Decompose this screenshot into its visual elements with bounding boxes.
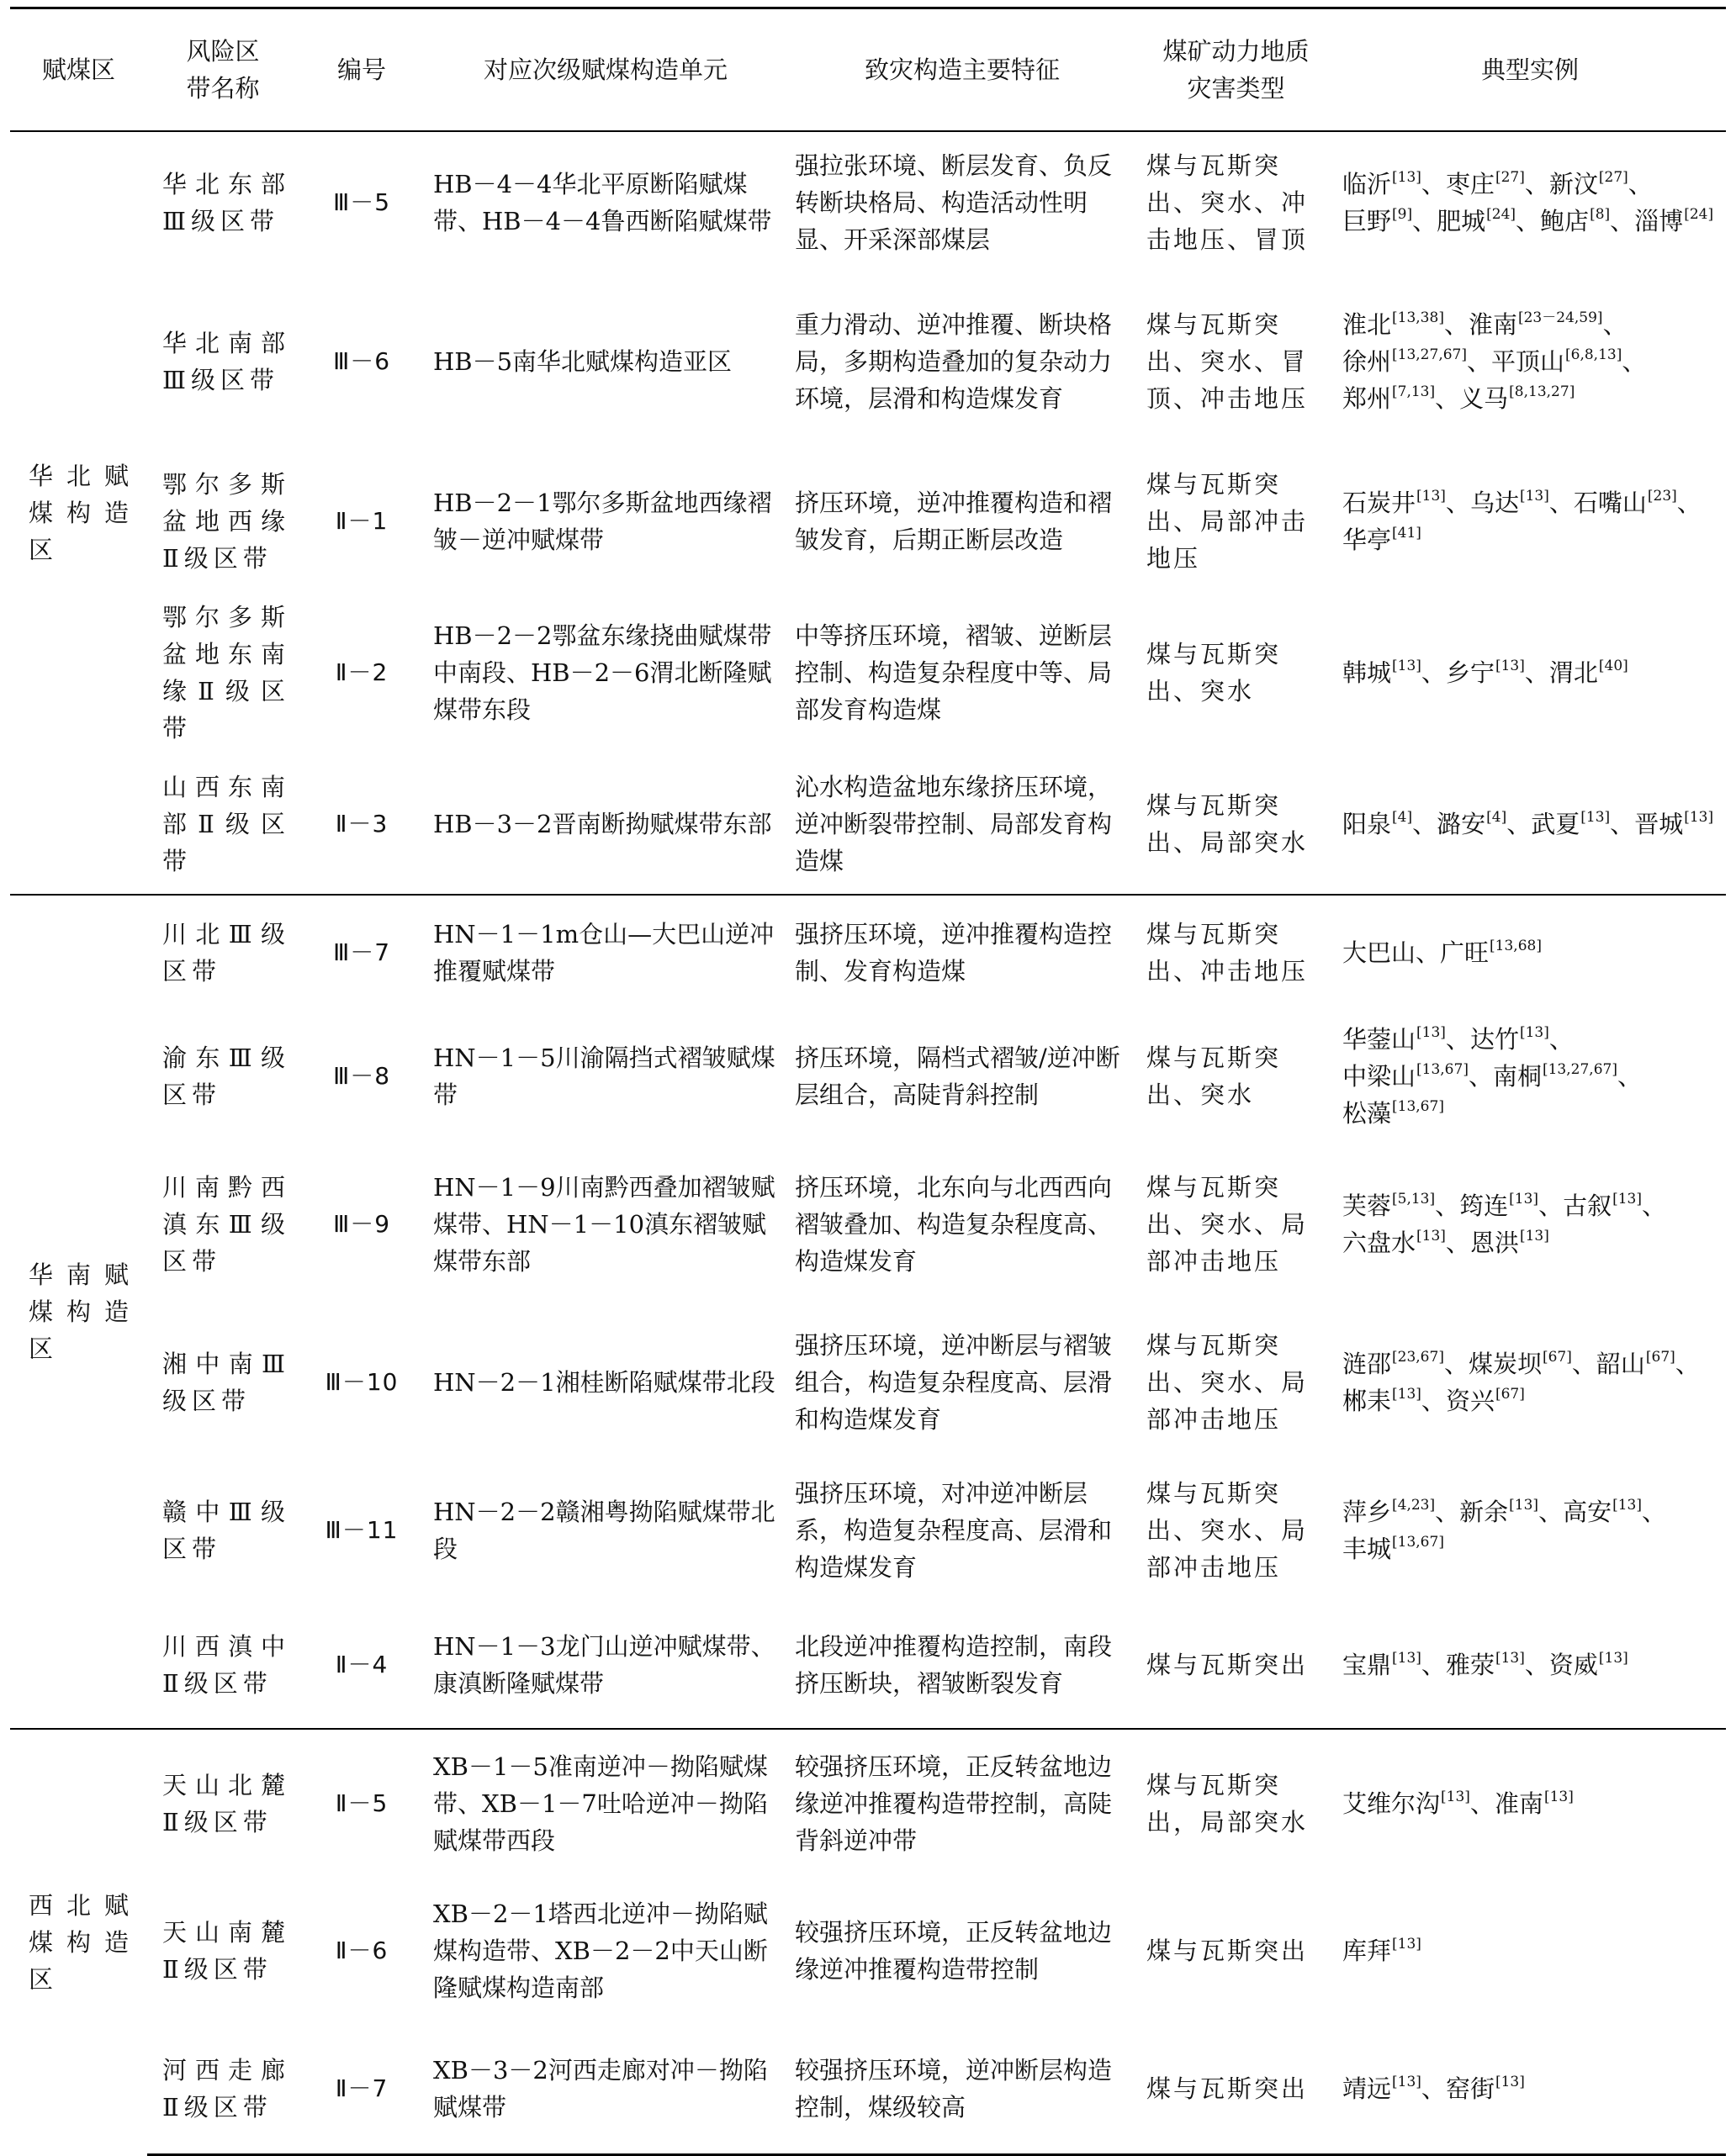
examples-cell: 华蓥山[13]、达竹[13]、中梁山[13,67]、南桐[13,27,67]、松藻[13,67] <box>1342 1024 1642 1128</box>
example-mine <box>1440 938 1542 967</box>
example-name: 资兴 <box>1445 1387 1495 1415</box>
example-mine <box>1446 1387 1525 1415</box>
reference-mark: [13] <box>1416 1024 1446 1041</box>
example-name: 萍乡 <box>1342 1498 1392 1526</box>
reference-mark: [13] <box>1416 1228 1446 1244</box>
risk-band-cell: 川西滇中Ⅱ级区带 <box>162 1631 290 1698</box>
code-cell: Ⅲ－8 <box>332 1062 391 1090</box>
example-name: 达竹 <box>1469 1025 1519 1054</box>
example-name: 韩城 <box>1342 658 1392 687</box>
reference-mark: [13] <box>1416 488 1446 505</box>
example-name: 淮南 <box>1468 310 1517 339</box>
structure-feature-cell: 强拉张环境、断层发育、负反转断块格局、构造活动性明显、开采深部煤层 <box>786 131 1138 272</box>
structure-feature-cell: 较强挤压环境，正反转盆地边缘逆冲推覆构造带控制 <box>795 1918 1113 1984</box>
examples-cell: 芙蓉[5,13]、筠连[13]、古叙[13]、六盘水[13]、恩洪[13] <box>1342 1191 1667 1257</box>
examples-cell <box>1334 1877 1726 2025</box>
code-cell: Ⅱ－6 <box>335 1937 389 1964</box>
examples-cell: 石炭井[13]、乌达[13]、石嘴山[23]、华亭[41] <box>1342 488 1702 554</box>
tectonic-unit-cell: HB－5南华北赋煤构造亚区 <box>433 347 733 376</box>
table-row <box>10 1144 1726 1305</box>
reference-mark: [13] <box>1392 1936 1421 1953</box>
hazard-type-cell: 煤与瓦斯突出、突水、冒顶、冲击地压 <box>1146 310 1309 413</box>
example-mine <box>1342 347 1467 376</box>
tectonic-unit-cell: HN－1－1m仓山—大巴山逆冲推覆赋煤带 <box>425 895 786 1009</box>
structure-feature-cell: 强挤压环境，对冲逆冲断层系，构造复杂程度高、层滑和构造煤发育 <box>795 1479 1113 1582</box>
risk-band-cell: 天山南麓Ⅱ级区带 <box>162 1918 290 1984</box>
example-mine <box>1495 1789 1574 1818</box>
reference-mark: [13,27,67] <box>1542 1061 1617 1078</box>
example-name: 松藻 <box>1342 1099 1392 1128</box>
example-name: 郑州 <box>1342 384 1392 413</box>
example-mine <box>1342 1789 1470 1818</box>
example-name: 芙蓉 <box>1342 1192 1392 1220</box>
example-mine <box>1342 938 1416 967</box>
risk-band-cell: 河西走廊Ⅱ级区带 <box>147 2025 299 2154</box>
reference-mark: [13] <box>1519 488 1549 505</box>
example-mine <box>1563 1192 1642 1220</box>
structure-feature-cell: 强挤压环境，逆冲断层与褶皱组合，构造复杂程度高、层滑和构造煤发育 <box>795 1331 1113 1434</box>
reference-mark: [24] <box>1684 205 1714 223</box>
code-cell: Ⅲ－11 <box>325 1516 399 1544</box>
example-mine <box>1342 384 1435 413</box>
example-name: 丰城 <box>1342 1535 1392 1563</box>
example-mine <box>1342 1535 1444 1563</box>
reference-mark: [4,23] <box>1392 1497 1436 1514</box>
table-row <box>10 895 1726 1009</box>
reference-mark: [13] <box>1392 1649 1421 1667</box>
reference-mark: [13,38] <box>1392 309 1444 326</box>
tectonic-unit-cell: HB－2－2鄂盆东缘挠曲赋煤带中南段、HB－2－6渭北断隆赋煤带东段 <box>433 621 772 724</box>
example-name: 淄博 <box>1634 206 1684 235</box>
coal-hazard-table <box>10 7 1726 2156</box>
code-cell: Ⅲ－5 <box>299 131 425 272</box>
example-name: 煤炭坝 <box>1468 1350 1542 1378</box>
table-row <box>10 753 1726 895</box>
reference-mark: [23,67] <box>1392 1349 1444 1366</box>
structure-feature-cell: 北段逆冲推覆构造控制，南段挤压断块，褶皱断裂发育 <box>795 1631 1113 1698</box>
reference-mark: [13,67] <box>1392 1098 1444 1115</box>
example-name: 临沂 <box>1342 169 1392 198</box>
reference-mark: [67] <box>1495 1386 1525 1403</box>
example-mine <box>1342 1387 1421 1415</box>
example-name: 肥城 <box>1437 206 1486 235</box>
example-name: 大巴山 <box>1342 938 1416 967</box>
example-mine <box>1469 1350 1572 1378</box>
table-body <box>10 131 1726 2154</box>
example-name: 准南 <box>1494 1789 1543 1818</box>
example-name: 义马 <box>1459 384 1509 413</box>
reference-mark: [13] <box>1509 1191 1539 1207</box>
examples-cell: 萍乡[4,23]、新余[13]、高安[13]、丰城[13,67] <box>1342 1497 1667 1563</box>
example-mine <box>1549 170 1628 198</box>
risk-band-cell: 华北南部Ⅲ级区带 <box>162 329 290 394</box>
hazard-type-cell: 煤与瓦斯突出、冲击地压 <box>1138 895 1334 1009</box>
reference-mark: [13] <box>1543 1788 1574 1805</box>
reference-mark: [13,27,67] <box>1392 346 1467 363</box>
example-mine <box>1342 658 1421 687</box>
example-mine <box>1342 1099 1444 1128</box>
reference-mark: [23] <box>1647 488 1677 505</box>
example-mine <box>1549 658 1628 687</box>
table-row <box>10 592 1726 753</box>
risk-band-cell: 华北东部Ⅲ级区带 <box>147 131 299 272</box>
example-mine <box>1470 489 1549 517</box>
reference-mark: [13] <box>1598 1649 1628 1667</box>
example-mine <box>1437 810 1506 838</box>
example-name: 乡宁 <box>1445 658 1495 687</box>
example-mine <box>1459 1498 1538 1526</box>
example-mine <box>1563 1498 1642 1526</box>
risk-band-cell: 天山北麓Ⅱ级区带 <box>147 1729 299 1877</box>
example-name: 筠连 <box>1459 1192 1509 1220</box>
header-examples: 典型实例 <box>1334 8 1726 132</box>
reference-mark: [40] <box>1598 658 1628 674</box>
example-name: 徐州 <box>1342 347 1392 376</box>
reference-mark: [13] <box>1495 1649 1525 1667</box>
header-coal-zone: 赋煤区 <box>10 8 147 132</box>
reference-mark: [13] <box>1580 808 1611 826</box>
examples-cell: 涟邵[23,67]、煤炭坝[67]、韶山[67]、郴耒[13]、资兴[67] <box>1342 1349 1700 1415</box>
hazard-type-cell: 煤与瓦斯突出、突水 <box>1146 640 1282 705</box>
examples-cell: 艾维尔沟[13]、准南[13] <box>1334 1729 1726 1877</box>
tectonic-unit-cell: HB－3－2晋南断拗赋煤带东部 <box>433 809 772 838</box>
code-cell: Ⅲ－10 <box>325 1368 399 1396</box>
example-mine <box>1342 1937 1421 1965</box>
example-name: 新汶 <box>1548 169 1598 198</box>
code-cell: Ⅱ－2 <box>335 658 389 686</box>
example-name: 淮北 <box>1342 310 1392 339</box>
example-name: 石炭井 <box>1342 489 1416 517</box>
example-mine <box>1574 489 1677 517</box>
structure-feature-cell: 沁水构造盆地东缘挤压环境，逆冲断裂带控制、局部发育构造煤 <box>795 772 1113 875</box>
example-mine <box>1437 207 1516 235</box>
reference-mark: [13] <box>1392 2074 1421 2091</box>
hazard-type-cell: 煤与瓦斯突出、局部突水 <box>1146 790 1309 857</box>
example-mine <box>1342 207 1412 235</box>
examples-cell: 韩城[13]、乡宁[13]、渭北[40] <box>1342 658 1628 687</box>
table-row <box>10 2025 1726 2154</box>
code-cell: Ⅱ－1 <box>335 507 389 535</box>
coal-zone-cell: 华北赋煤构造区 <box>10 131 147 895</box>
tectonic-unit-cell: XB－3－2河西走廊对冲－拗陷赋煤带 <box>425 2025 786 2154</box>
table-row <box>10 272 1726 451</box>
hazard-type-cell: 煤与瓦斯突出、突水、局部冲击地压 <box>1146 1331 1309 1434</box>
structure-feature-cell: 强挤压环境，逆冲推覆构造控制、发育构造煤 <box>786 895 1138 1009</box>
example-name: 高安 <box>1563 1498 1612 1526</box>
table-wrapper <box>10 7 1726 2156</box>
tectonic-unit-cell: HN－2－2赣湘粤拗陷赋煤带北段 <box>433 1498 775 1563</box>
example-name: 晋城 <box>1634 809 1684 838</box>
example-name: 郴耒 <box>1342 1387 1392 1415</box>
examples-cell: 宝鼎[13]、雅荥[13]、资威[13] <box>1342 1649 1628 1679</box>
structure-feature-cell: 较强挤压环境，正反转盆地边缘逆冲推覆构造带控制，高陡背斜逆冲带 <box>786 1729 1138 1877</box>
example-name: 新余 <box>1459 1498 1509 1526</box>
hazard-type-cell: 煤与瓦斯突出、局部冲击地压 <box>1146 470 1309 573</box>
example-mine <box>1342 1025 1446 1054</box>
code-cell: Ⅲ－9 <box>332 1210 391 1238</box>
structure-feature-cell: 挤压环境，隔档式褶皱/逆冲断层组合，高陡背斜控制 <box>795 1044 1120 1109</box>
hazard-type-cell: 煤与瓦斯突出、突水、局部冲击地压 <box>1146 1173 1309 1276</box>
example-name: 南桐 <box>1492 1062 1542 1091</box>
reference-mark: [13] <box>1392 658 1421 674</box>
header-code: 编号 <box>299 8 425 132</box>
example-mine <box>1446 1651 1525 1679</box>
example-name: 阳泉 <box>1342 809 1392 838</box>
example-name: 艾维尔沟 <box>1342 1789 1441 1818</box>
hazard-type-cell: 煤与瓦斯突出、突水、冲击地压、冒顶 <box>1138 131 1334 272</box>
structure-feature-cell: 挤压环境，逆冲推覆构造和褶皱发育，后期正断层改造 <box>795 489 1113 554</box>
reference-mark: [8] <box>1590 205 1611 223</box>
examples-cell: 大巴山、广旺[13,68] <box>1334 895 1726 1009</box>
reference-mark: [13,67] <box>1416 1061 1469 1078</box>
code-cell: Ⅲ－6 <box>332 347 391 375</box>
table-row <box>10 451 1726 592</box>
reference-mark: [13,68] <box>1490 937 1542 954</box>
hazard-type-cell: 煤与瓦斯突出、突水、局部冲击地压 <box>1146 1479 1309 1582</box>
hazard-type-cell: 煤与瓦斯突出 <box>1138 2025 1334 2154</box>
example-name: 乌达 <box>1469 489 1519 517</box>
example-name: 六盘水 <box>1342 1229 1416 1257</box>
reference-mark: [13] <box>1441 1788 1470 1805</box>
example-name: 中梁山 <box>1342 1062 1416 1091</box>
example-name: 巨野 <box>1342 206 1392 235</box>
risk-band-cell: 湘中南Ⅲ级区带 <box>162 1350 290 1415</box>
code-cell: Ⅱ－7 <box>299 2025 425 2154</box>
example-mine <box>1470 1229 1549 1257</box>
tectonic-unit-cell: HB－2－1鄂尔多斯盆地西缘褶皱－逆冲赋煤带 <box>433 489 772 554</box>
risk-band-cell: 鄂尔多斯盆地东南缘Ⅱ级区带 <box>162 603 290 742</box>
reference-mark: [23－24,59] <box>1517 309 1603 326</box>
reference-mark: [13] <box>1392 168 1421 186</box>
header-risk-band: 风险区带名称 <box>147 8 299 132</box>
example-name: 窑街 <box>1445 2074 1495 2104</box>
table-row <box>10 1601 1726 1729</box>
example-name: 广旺 <box>1440 938 1490 967</box>
example-mine <box>1446 2074 1525 2103</box>
tectonic-unit-cell: HN－1－5川渝隔挡式褶皱赋煤带 <box>433 1044 775 1109</box>
example-mine <box>1549 1651 1628 1679</box>
risk-band-cell: 渝东Ⅲ级区带 <box>162 1044 290 1109</box>
reference-mark: [13,67] <box>1392 1534 1444 1551</box>
example-name: 古叙 <box>1563 1192 1612 1220</box>
reference-mark: [7,13] <box>1392 383 1436 400</box>
reference-mark: [5,13] <box>1392 1191 1436 1207</box>
example-mine <box>1342 170 1421 198</box>
example-mine <box>1342 1651 1421 1679</box>
example-mine <box>1342 1062 1469 1091</box>
header-unit: 对应次级赋煤构造单元 <box>425 8 786 132</box>
reference-mark: [4] <box>1392 808 1413 826</box>
examples-cell: 靖远[13]、窑街[13] <box>1334 2025 1726 2154</box>
example-mine <box>1470 1025 1549 1054</box>
header-feature: 致灾构造主要特征 <box>786 8 1138 132</box>
example-name: 潞安 <box>1437 809 1486 838</box>
reference-mark: [24] <box>1486 205 1516 223</box>
reference-mark: [4] <box>1486 808 1507 826</box>
hazard-type-cell: 煤与瓦斯突出 <box>1146 1937 1309 1965</box>
example-name: 华亭 <box>1342 526 1392 554</box>
reference-mark: [67] <box>1645 1349 1675 1366</box>
reference-mark: [6,8,13] <box>1565 346 1622 363</box>
example-mine <box>1634 810 1713 838</box>
example-name: 库拜 <box>1342 1937 1392 1965</box>
table-row <box>10 1009 1726 1144</box>
example-mine <box>1342 489 1446 517</box>
example-mine <box>1459 384 1575 413</box>
reference-mark: [13] <box>1612 1497 1643 1514</box>
example-mine <box>1493 1062 1617 1091</box>
table-row <box>10 1305 1726 1460</box>
tectonic-unit-cell: HN－2－1湘桂断陷赋煤带北段 <box>433 1368 775 1397</box>
reference-mark: [13] <box>1519 1228 1549 1244</box>
example-name: 石嘴山 <box>1573 489 1647 517</box>
example-name: 平顶山 <box>1491 347 1565 376</box>
hazard-type-cell: 煤与瓦斯突出，局部突水 <box>1138 1729 1334 1877</box>
example-name: 靖远 <box>1342 2074 1392 2104</box>
tectonic-unit-cell: HN－1－3龙门山逆冲赋煤带、康滇断隆赋煤带 <box>433 1631 775 1698</box>
risk-band-cell: 鄂尔多斯盆地西缘Ⅱ级区带 <box>162 470 290 573</box>
example-mine <box>1342 1350 1444 1378</box>
reference-mark: [27] <box>1598 168 1628 186</box>
tectonic-unit-cell: HB－4－4华北平原断陷赋煤带、HB－4－4鲁西断陷赋煤带 <box>425 131 786 272</box>
example-mine <box>1469 310 1603 339</box>
coal-zone-cell: 西北赋煤构造区 <box>10 1729 147 2154</box>
example-name: 恩洪 <box>1469 1229 1519 1257</box>
example-mine <box>1634 207 1713 235</box>
example-mine <box>1531 810 1610 838</box>
risk-band-cell: 山西东南部Ⅱ级区带 <box>162 772 290 875</box>
risk-band-cell: 川北Ⅲ级区带 <box>147 895 299 1009</box>
header-hazard-type: 煤矿动力地质灾害类型 <box>1138 8 1334 132</box>
example-mine <box>1446 170 1525 198</box>
examples-cell: 阳泉[4]、潞安[4]、武夏[13]、晋城[13] <box>1342 808 1714 838</box>
risk-band-cell: 川南黔西滇东Ⅲ级区带 <box>162 1173 290 1276</box>
example-mine <box>1342 810 1412 838</box>
table-row <box>10 1460 1726 1601</box>
examples-cell: 临沂[13]、枣庄[27]、新汶[27]、巨野[9]、肥城[24]、鲍店[8]、淄博[24] <box>1334 131 1726 272</box>
examples-cell: 淮北[13,38]、淮南[23－24,59]、徐州[13,27,67]、平顶山[6,8,13]、郑州[7,13]、义马[8,13,27] <box>1342 309 1647 413</box>
reference-mark: [27] <box>1495 168 1525 186</box>
tectonic-unit-cell: XB－2－1塔西北逆冲－拗陷赋煤构造带、XB－2－2中天山断隆赋煤构造南部 <box>433 1900 768 2002</box>
example-mine <box>1459 1192 1538 1220</box>
example-name: 渭北 <box>1548 658 1598 687</box>
structure-feature-cell: 中等挤压环境，褶皱、逆断层控制、构造复杂程度中等、局部发育构造煤 <box>795 621 1113 724</box>
example-mine <box>1491 347 1622 376</box>
tectonic-unit-cell: XB－1－5准南逆冲－拗陷赋煤带、XB－1－7吐哈逆冲－拗陷赋煤带西段 <box>425 1729 786 1877</box>
example-mine <box>1342 1229 1446 1257</box>
reference-mark: [13] <box>1612 1191 1643 1207</box>
code-cell: Ⅱ－3 <box>335 809 389 838</box>
structure-feature-cell: 较强挤压环境，逆冲断层构造控制，煤级较高 <box>786 2025 1138 2154</box>
reference-mark: [9] <box>1392 205 1413 223</box>
header-row <box>10 8 1726 132</box>
example-name: 涟邵 <box>1342 1350 1392 1378</box>
reference-mark: [13] <box>1684 808 1714 826</box>
structure-feature-cell: 挤压环境，北东向与北西西向褶皱叠加、构造复杂程度高、构造煤发育 <box>795 1173 1113 1276</box>
example-mine <box>1342 526 1421 554</box>
reference-mark: [13] <box>1519 1024 1549 1041</box>
reference-mark: [13] <box>1392 1386 1421 1403</box>
coal-zone-cell: 华南赋煤构造区 <box>10 895 147 1729</box>
example-name: 枣庄 <box>1445 169 1495 198</box>
table-row <box>10 131 1726 272</box>
tectonic-unit-cell: HN－1－9川南黔西叠加褶皱赋煤带、HN－1－10滇东褶皱赋煤带东部 <box>433 1173 775 1276</box>
reference-mark: [13] <box>1509 1497 1539 1514</box>
example-name: 雅荥 <box>1445 1650 1495 1679</box>
example-mine <box>1540 207 1610 235</box>
structure-feature-cell: 重力滑动、逆冲推覆、断块格局，多期构造叠加的复杂动力环境，层滑和构造煤发育 <box>795 310 1113 413</box>
example-mine <box>1342 310 1444 339</box>
example-name: 资威 <box>1548 1650 1598 1679</box>
reference-mark: [67] <box>1542 1349 1572 1366</box>
reference-mark: [8,13,27] <box>1509 383 1575 400</box>
table-row <box>10 1729 1726 1877</box>
example-name: 武夏 <box>1531 809 1580 838</box>
code-cell: Ⅲ－7 <box>299 895 425 1009</box>
hazard-type-cell: 煤与瓦斯突出 <box>1146 1650 1309 1679</box>
table-row <box>10 1877 1726 2025</box>
example-name: 华蓥山 <box>1342 1025 1416 1054</box>
reference-mark: [13] <box>1495 658 1525 674</box>
example-name: 宝鼎 <box>1342 1650 1392 1679</box>
code-cell: Ⅱ－5 <box>299 1729 425 1877</box>
reference-mark: [41] <box>1392 525 1421 542</box>
example-mine <box>1342 1498 1435 1526</box>
example-mine <box>1342 1192 1435 1220</box>
code-cell: Ⅱ－4 <box>335 1650 389 1678</box>
example-mine <box>1446 658 1525 687</box>
example-name: 鲍店 <box>1540 206 1590 235</box>
risk-band-cell: 赣中Ⅲ级区带 <box>162 1498 290 1563</box>
example-mine <box>1342 2074 1421 2103</box>
hazard-type-cell: 煤与瓦斯突出、突水 <box>1146 1044 1282 1109</box>
example-name: 韶山 <box>1596 1350 1645 1378</box>
example-mine <box>1596 1350 1675 1378</box>
reference-mark: [13] <box>1495 2074 1525 2091</box>
